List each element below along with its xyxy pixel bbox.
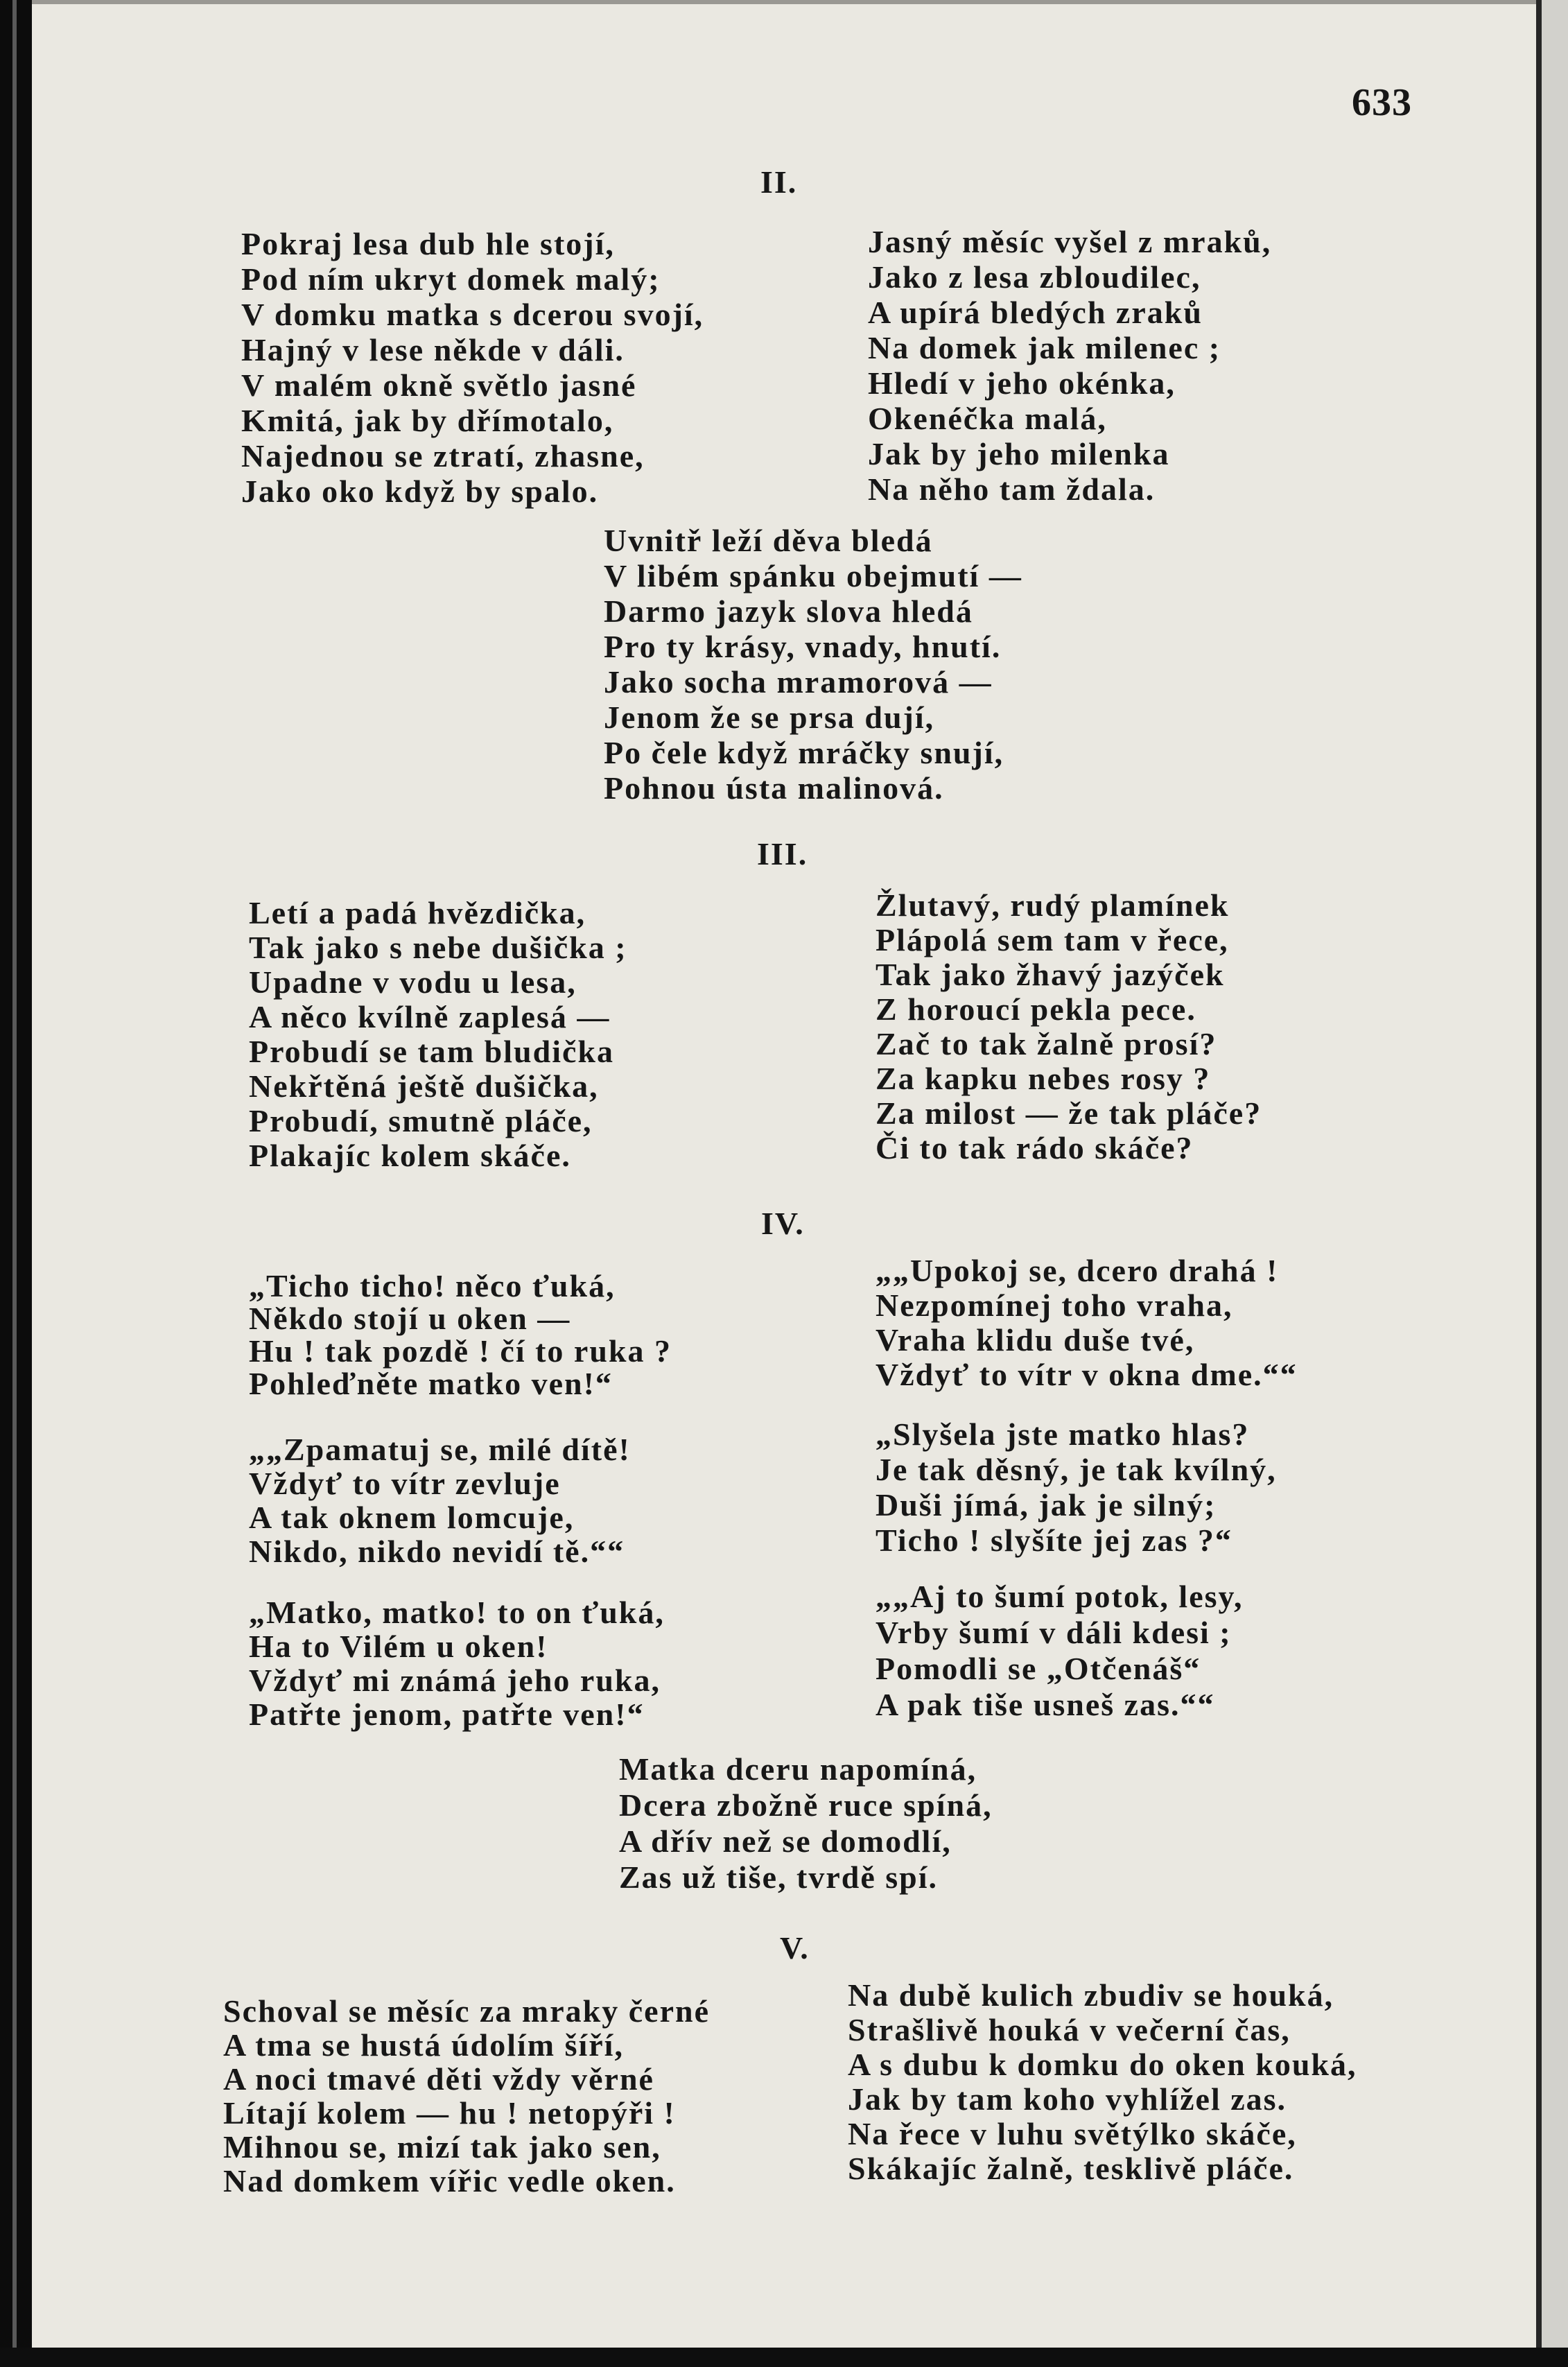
stanza-5-left xyxy=(223,1994,710,2198)
verse-line: Je tak děsný, je tak kvílný, xyxy=(876,1452,1277,1487)
verse-line: „„Upokoj se, dcero drahá ! xyxy=(876,1253,1279,1288)
verse-line: Patřte jenom, patřte ven!“ xyxy=(249,1697,645,1732)
verse-line: Zač to tak žalně prosí? xyxy=(876,1026,1217,1061)
verse-line: Jak by jeho milenka xyxy=(868,436,1170,471)
scan-right-edge-line xyxy=(1536,0,1542,2367)
verse-line: Najednou se ztratí, zhasne, xyxy=(241,438,645,474)
stanza-2-left xyxy=(241,226,704,509)
verse-line: Na domek jak milenec ; xyxy=(868,330,1221,365)
section-numeral-5: V. xyxy=(780,1930,810,1966)
verse-line: Na dubě kulich zbudiv se houká, xyxy=(848,1977,1334,2013)
stanza-4-left-3 xyxy=(249,1595,665,1731)
verse-line: Po čele když mráčky snují, xyxy=(604,735,1004,770)
verse-line: Skákajíc žalně, tesklivě pláče. xyxy=(848,2151,1294,2186)
stanza-4-right-1 xyxy=(876,1254,1298,1392)
stanza-4-right-2 xyxy=(876,1416,1277,1558)
verse-line: Vrby šumí v dáli kdesi ; xyxy=(876,1615,1232,1650)
verse-line: „„Zpamatuj se, milé dítě! xyxy=(249,1432,631,1467)
verse-line: Někdo stojí u oken — xyxy=(249,1301,571,1336)
verse-line: Matka dceru napomíná, xyxy=(619,1751,977,1787)
scan-left-edge-line xyxy=(12,0,17,2367)
verse-line: Jak by tam koho vyhlížel zas. xyxy=(848,2081,1287,2117)
verse-line: Na řece v luhu světýlko skáče, xyxy=(848,2116,1297,2151)
verse-line: Zas už tiše, tvrdě spí. xyxy=(619,1859,938,1895)
verse-line: Vždyť to vítr zevluje xyxy=(249,1466,561,1501)
verse-line: A tak oknem lomcuje, xyxy=(249,1500,575,1535)
scan-top-edge xyxy=(0,0,1568,4)
verse-line: Tak jako s nebe dušička ; xyxy=(249,930,627,965)
verse-line: Žlutavý, rudý plamínek xyxy=(876,887,1230,923)
verse-line: Probudí se tam bludička xyxy=(249,1034,614,1069)
verse-line: Tak jako žhavý jazýček xyxy=(876,957,1225,992)
stanza-4-center xyxy=(619,1751,993,1896)
verse-line: Darmo jazyk slova hledá xyxy=(604,593,973,629)
verse-line: Upadne v vodu u lesa, xyxy=(249,964,577,1000)
verse-line: Strašlivě houká v večerní čas, xyxy=(848,2012,1291,2047)
verse-line: A noci tmavé děti vždy věrné xyxy=(223,2061,654,2097)
scan-bottom-edge xyxy=(0,2348,1568,2367)
verse-line: Pod ním ukryt domek malý; xyxy=(241,261,661,297)
stanza-2-right xyxy=(868,224,1271,507)
verse-line: A s dubu k domku do oken kouká, xyxy=(848,2047,1357,2082)
stanza-2-center xyxy=(604,523,1022,806)
verse-line: Nezpomínej toho vraha, xyxy=(876,1287,1233,1323)
verse-line: Plakajíc kolem skáče. xyxy=(249,1138,571,1173)
verse-line: Pohleďněte matko ven!“ xyxy=(249,1366,613,1401)
verse-line: Nikdo, nikdo nevidí tě.““ xyxy=(249,1534,625,1569)
verse-line: Hledí v jeho okénka, xyxy=(868,365,1176,401)
verse-line: „Ticho ticho! něco ťuká, xyxy=(249,1268,616,1303)
verse-line: Lítají kolem — hu ! netopýři ! xyxy=(223,2095,676,2131)
verse-line: A něco kvílně zaplesá — xyxy=(249,999,611,1034)
verse-line: Jako socha mramorová — xyxy=(604,664,993,700)
verse-line: Okenéčka malá, xyxy=(868,401,1107,436)
verse-line: Ticho ! slyšíte jej zas ?“ xyxy=(876,1523,1232,1558)
verse-line: „Slyšela jste matko hlas? xyxy=(876,1416,1250,1452)
verse-line: A dřív než se domodlí, xyxy=(619,1823,952,1859)
stanza-3-right xyxy=(876,888,1262,1165)
page-number: 633 xyxy=(1352,81,1412,124)
verse-line: Uvnitř leží děva bledá xyxy=(604,523,933,558)
verse-line: V domku matka s dcerou svojí, xyxy=(241,297,704,332)
verse-line: Za kapku nebes rosy ? xyxy=(876,1061,1211,1096)
verse-line: Pokraj lesa dub hle stojí, xyxy=(241,226,615,261)
verse-line: Na něho tam ždala. xyxy=(868,471,1156,507)
verse-line: „„Aj to šumí potok, lesy, xyxy=(876,1579,1244,1614)
verse-line: Ha to Vilém u oken! xyxy=(249,1629,548,1664)
verse-line: Jenom že se prsa dují, xyxy=(604,700,935,735)
verse-line: Schoval se měsíc za mraky černé xyxy=(223,1993,711,2029)
verse-line: A pak tiše usneš zas.““ xyxy=(876,1687,1215,1722)
verse-line: Pro ty krásy, vnady, hnutí. xyxy=(604,629,1002,664)
stanza-4-left-2 xyxy=(249,1432,631,1568)
verse-line: A upírá bledých zraků xyxy=(868,295,1203,330)
section-numeral-2: II. xyxy=(760,164,798,200)
verse-line: V malém okně světlo jasné xyxy=(241,367,637,403)
section-numeral-3: III. xyxy=(757,836,808,872)
verse-line: Za milost — že tak pláče? xyxy=(876,1095,1262,1131)
verse-line: Vždyť to vítr v okna dme.““ xyxy=(876,1357,1298,1392)
verse-line: Plápolá sem tam v řece, xyxy=(876,922,1229,957)
verse-line: Hajný v lese někde v dáli. xyxy=(241,332,625,367)
verse-line: Pomodli se „Otčenáš“ xyxy=(876,1651,1201,1686)
scan-right-margin xyxy=(1542,0,1568,2367)
verse-line: Hu ! tak pozdě ! čí to ruka ? xyxy=(249,1333,672,1369)
verse-line: „Matko, matko! to on ťuká, xyxy=(249,1595,665,1630)
verse-line: Probudí, smutně pláče, xyxy=(249,1103,593,1138)
stanza-4-right-3 xyxy=(876,1579,1243,1723)
verse-line: A tma se hustá údolím šíří, xyxy=(223,2027,624,2063)
verse-line: Kmitá, jak by dřímotalo, xyxy=(241,403,614,438)
verse-line: Mihnou se, mizí tak jako sen, xyxy=(223,2129,661,2165)
verse-line: V libém spánku obejmutí — xyxy=(604,558,1022,593)
verse-line: Dcera zbožně ruce spíná, xyxy=(619,1787,993,1823)
verse-line: Letí a padá hvězdička, xyxy=(249,895,586,930)
verse-line: Duši jímá, jak je silný; xyxy=(876,1487,1217,1523)
verse-line: Vraha klidu duše tvé, xyxy=(876,1322,1195,1358)
verse-line: Jako oko když by spalo. xyxy=(241,474,599,509)
section-numeral-4: IV. xyxy=(761,1206,805,1241)
verse-line: Pohnou ústa malinová. xyxy=(604,770,944,806)
verse-line: Z horoucí pekla pece. xyxy=(876,991,1196,1027)
verse-line: Nad domkem vířic vedle oken. xyxy=(223,2163,676,2199)
verse-line: Či to tak rádo skáče? xyxy=(876,1130,1194,1165)
stanza-4-left-1 xyxy=(249,1269,672,1400)
verse-line: Jasný měsíc vyšel z mraků, xyxy=(868,224,1272,259)
verse-line: Nekřtěná ještě dušička, xyxy=(249,1068,599,1104)
verse-line: Vždyť mi známá jeho ruka, xyxy=(249,1663,661,1698)
verse-line: Jako z lesa zbloudilec, xyxy=(868,259,1201,295)
stanza-3-left xyxy=(249,896,627,1173)
stanza-5-right xyxy=(848,1978,1357,2186)
